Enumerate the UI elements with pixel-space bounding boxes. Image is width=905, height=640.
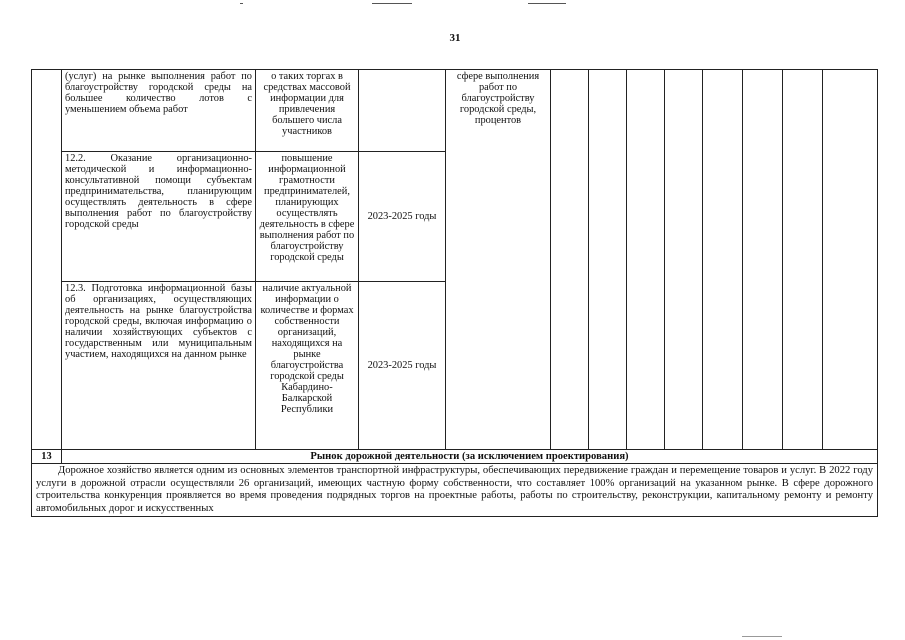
section-paragraph: Дорожное хозяйство является одним из основных элементов транспортной инфраструктуры, обеспечивающих передвижение граждан и перемещение товаров и услуг. В 2022 году услуги в дорожной отрасли осуществляли 26 организаций, имеющих частную форму собственности, что составляет 100% организаций на указанном рынке. В сфере дорожного строительства конкуренция проявляется во время проведения подрядных торгов на проектные работы, работы по строительству, реконструкции, капитальному ремонту и ремонту автомобильных дорог и искусственных xyxy=(32,464,878,517)
value-cell xyxy=(589,70,627,450)
value-cell xyxy=(703,70,743,450)
scan-mark xyxy=(742,636,782,637)
section-header-row xyxy=(32,450,878,464)
measures-table xyxy=(31,69,878,517)
period-cell: 2023-2025 годы xyxy=(359,152,446,282)
period-cell: 2023-2025 годы xyxy=(359,282,446,450)
scan-mark xyxy=(528,3,566,4)
scan-mark xyxy=(240,3,243,4)
section-text-row xyxy=(32,464,878,517)
measure-cell: 12.3. Подготовка информационной базы об организациях, осуществляющих деятельность на рынке благоустройства городской среды, включая информацию о наличии хозяйствующих субъектов с государственным или муниципальным участием, находящихся на данном рынке xyxy=(62,282,256,450)
result-cell: о таких торгах в средствах массовой информации для привлечения большего числа участников xyxy=(256,70,359,152)
value-cell xyxy=(783,70,823,450)
measure-cell: (услуг) на рынке выполнения работ по благоустройству городской среды на большее количество лотов с уменьшением объема работ xyxy=(62,70,256,152)
section-title: Рынок дорожной деятельности (за исключением проектирования) xyxy=(62,450,878,464)
result-cell: наличие актуальной информации о количестве и формах собственности организаций, находящихся на рынке благоустройства городской среды Кабардино-Балкарской Республики xyxy=(256,282,359,450)
value-cell xyxy=(743,70,783,450)
value-cell xyxy=(627,70,665,450)
measure-cell: 12.2. Оказание организационно-методической и информационно-консультативной помощи субъектам предпринимательства, планирующим осуществлять деятельность в сфере выполнения работ по благоустройству городской среды xyxy=(62,152,256,282)
responsible-cell xyxy=(823,70,878,450)
period-cell xyxy=(359,70,446,152)
value-cell xyxy=(551,70,589,450)
section-number: 13 xyxy=(32,450,62,464)
scan-mark xyxy=(372,3,412,4)
page-number: 31 xyxy=(449,32,461,44)
value-cell xyxy=(665,70,703,450)
result-cell: повышение информационной грамотности предпринимателей, планирующих осуществлять деятельность в сфере выполнения работ по благоустройству городской среды xyxy=(256,152,359,282)
indicator-cell: сфере выполнения работ по благоустройству городской среды, процентов xyxy=(446,70,551,450)
table-row xyxy=(32,70,878,152)
number-cell xyxy=(32,70,62,450)
